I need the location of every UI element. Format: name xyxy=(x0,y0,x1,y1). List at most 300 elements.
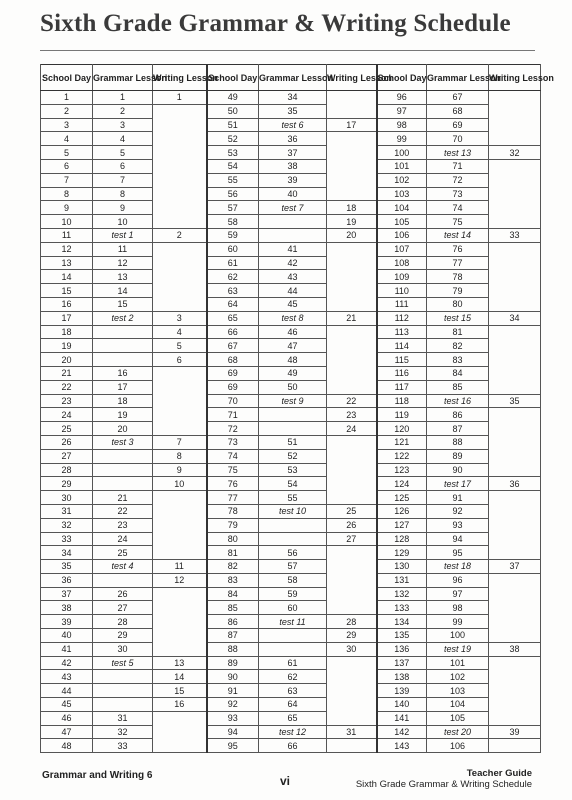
writing-lesson-cell xyxy=(153,104,207,118)
school-day-cell: 110 xyxy=(377,284,427,298)
school-day-cell: 90 xyxy=(207,670,259,684)
grammar-lesson-cell: 90 xyxy=(427,463,489,477)
school-day-cell: 84 xyxy=(207,587,259,601)
table-row xyxy=(41,297,541,311)
school-day-cell: 54 xyxy=(207,159,259,173)
school-day-cell: 82 xyxy=(207,560,259,574)
table-row xyxy=(41,215,541,229)
grammar-lesson-cell xyxy=(93,463,153,477)
school-day-cell: 132 xyxy=(377,587,427,601)
table-row xyxy=(41,91,541,105)
writing-lesson-cell: 14 xyxy=(153,670,207,684)
grammar-lesson-cell: 33 xyxy=(93,739,153,753)
school-day-cell: 121 xyxy=(377,435,427,449)
school-day-cell: 130 xyxy=(377,560,427,574)
school-day-cell: 118 xyxy=(377,394,427,408)
writing-lesson-cell xyxy=(489,422,541,436)
writing-lesson-cell xyxy=(327,739,377,753)
school-day-cell: 77 xyxy=(207,491,259,505)
header-school-day: School Day xyxy=(207,65,259,91)
writing-lesson-cell xyxy=(489,270,541,284)
school-day-cell: 123 xyxy=(377,463,427,477)
footer-book-title: Grammar and Writing 6 xyxy=(42,770,153,781)
grammar-lesson-cell: 103 xyxy=(427,684,489,698)
school-day-cell: 75 xyxy=(207,463,259,477)
writing-lesson-cell xyxy=(153,739,207,753)
table-row xyxy=(41,629,541,643)
grammar-lesson-cell: 5 xyxy=(93,146,153,160)
grammar-lesson-cell: test 16 xyxy=(427,394,489,408)
writing-lesson-cell xyxy=(153,270,207,284)
schedule-table xyxy=(40,64,554,753)
grammar-lesson-cell xyxy=(259,642,327,656)
grammar-lesson-cell: 43 xyxy=(259,270,327,284)
grammar-lesson-cell xyxy=(93,477,153,491)
school-day-cell: 7 xyxy=(41,173,93,187)
writing-lesson-cell xyxy=(327,353,377,367)
writing-lesson-cell xyxy=(327,187,377,201)
school-day-cell: 64 xyxy=(207,297,259,311)
school-day-cell: 85 xyxy=(207,601,259,615)
school-day-cell: 80 xyxy=(207,532,259,546)
school-day-cell: 134 xyxy=(377,615,427,629)
school-day-cell: 140 xyxy=(377,698,427,712)
writing-lesson-cell xyxy=(153,725,207,739)
grammar-lesson-cell: 12 xyxy=(93,256,153,270)
school-day-cell: 139 xyxy=(377,684,427,698)
writing-lesson-cell xyxy=(489,615,541,629)
grammar-lesson-cell: 39 xyxy=(259,173,327,187)
grammar-lesson-cell: test 4 xyxy=(93,560,153,574)
title-divider xyxy=(40,50,535,51)
school-day-cell: 68 xyxy=(207,353,259,367)
grammar-lesson-cell: 25 xyxy=(93,546,153,560)
school-day-cell: 78 xyxy=(207,504,259,518)
writing-lesson-cell xyxy=(327,256,377,270)
writing-lesson-cell xyxy=(489,201,541,215)
writing-lesson-cell: 8 xyxy=(153,449,207,463)
writing-lesson-cell xyxy=(153,601,207,615)
writing-lesson-cell: 16 xyxy=(153,698,207,712)
writing-lesson-cell: 33 xyxy=(489,228,541,242)
writing-lesson-cell xyxy=(153,132,207,146)
grammar-lesson-cell: 18 xyxy=(93,394,153,408)
writing-lesson-cell xyxy=(489,518,541,532)
grammar-lesson-cell xyxy=(259,532,327,546)
writing-lesson-cell xyxy=(327,435,377,449)
grammar-lesson-cell: 23 xyxy=(93,518,153,532)
school-day-cell: 100 xyxy=(377,146,427,160)
grammar-lesson-cell: 4 xyxy=(93,132,153,146)
grammar-lesson-cell: 49 xyxy=(259,366,327,380)
writing-lesson-cell xyxy=(327,284,377,298)
writing-lesson-cell xyxy=(153,587,207,601)
grammar-lesson-cell: test 17 xyxy=(427,477,489,491)
school-day-cell: 37 xyxy=(41,587,93,601)
grammar-lesson-cell: 27 xyxy=(93,601,153,615)
writing-lesson-cell xyxy=(153,146,207,160)
writing-lesson-cell: 6 xyxy=(153,353,207,367)
grammar-lesson-cell: 67 xyxy=(427,91,489,105)
writing-lesson-cell xyxy=(489,739,541,753)
writing-lesson-cell xyxy=(489,435,541,449)
writing-lesson-cell xyxy=(327,104,377,118)
school-day-cell: 9 xyxy=(41,201,93,215)
school-day-cell: 128 xyxy=(377,532,427,546)
school-day-cell: 63 xyxy=(207,284,259,298)
grammar-lesson-cell: 37 xyxy=(259,146,327,160)
writing-lesson-cell xyxy=(489,339,541,353)
writing-lesson-cell: 38 xyxy=(489,642,541,656)
grammar-lesson-cell: test 19 xyxy=(427,642,489,656)
table-row xyxy=(41,325,541,339)
writing-lesson-cell xyxy=(153,215,207,229)
writing-lesson-cell xyxy=(489,587,541,601)
school-day-cell: 129 xyxy=(377,546,427,560)
grammar-lesson-cell: 40 xyxy=(259,187,327,201)
writing-lesson-cell: 25 xyxy=(327,504,377,518)
table-row xyxy=(41,118,541,132)
school-day-cell: 15 xyxy=(41,284,93,298)
grammar-lesson-cell xyxy=(93,449,153,463)
writing-lesson-cell xyxy=(327,587,377,601)
table-row xyxy=(41,104,541,118)
school-day-cell: 101 xyxy=(377,159,427,173)
writing-lesson-cell: 5 xyxy=(153,339,207,353)
school-day-cell: 2 xyxy=(41,104,93,118)
school-day-cell: 41 xyxy=(41,642,93,656)
writing-lesson-cell xyxy=(327,491,377,505)
school-day-cell: 32 xyxy=(41,518,93,532)
table-row xyxy=(41,725,541,739)
grammar-lesson-cell: 74 xyxy=(427,201,489,215)
writing-lesson-cell: 10 xyxy=(153,477,207,491)
table-row xyxy=(41,449,541,463)
grammar-lesson-cell: 30 xyxy=(93,642,153,656)
school-day-cell: 108 xyxy=(377,256,427,270)
school-day-cell: 66 xyxy=(207,325,259,339)
school-day-cell: 4 xyxy=(41,132,93,146)
table-row xyxy=(41,353,541,367)
writing-lesson-cell xyxy=(153,284,207,298)
writing-lesson-cell xyxy=(489,380,541,394)
school-day-cell: 104 xyxy=(377,201,427,215)
table-row xyxy=(41,435,541,449)
grammar-lesson-cell xyxy=(93,684,153,698)
grammar-lesson-cell: 77 xyxy=(427,256,489,270)
grammar-lesson-cell: 51 xyxy=(259,435,327,449)
school-day-cell: 114 xyxy=(377,339,427,353)
writing-lesson-cell xyxy=(489,408,541,422)
grammar-lesson-cell: 29 xyxy=(93,629,153,643)
school-day-cell: 115 xyxy=(377,353,427,367)
school-day-cell: 136 xyxy=(377,642,427,656)
table-row xyxy=(41,684,541,698)
writing-lesson-cell: 37 xyxy=(489,560,541,574)
writing-lesson-cell xyxy=(327,297,377,311)
writing-lesson-cell xyxy=(327,670,377,684)
school-day-cell: 52 xyxy=(207,132,259,146)
school-day-cell: 59 xyxy=(207,228,259,242)
grammar-lesson-cell: 20 xyxy=(93,422,153,436)
grammar-lesson-cell: 87 xyxy=(427,422,489,436)
school-day-cell: 76 xyxy=(207,477,259,491)
grammar-lesson-cell: 81 xyxy=(427,325,489,339)
table-row xyxy=(41,615,541,629)
grammar-lesson-cell: 3 xyxy=(93,118,153,132)
writing-lesson-cell xyxy=(327,463,377,477)
writing-lesson-cell xyxy=(153,546,207,560)
grammar-lesson-cell: 97 xyxy=(427,587,489,601)
school-day-cell: 69 xyxy=(207,366,259,380)
grammar-lesson-cell: 69 xyxy=(427,118,489,132)
school-day-cell: 95 xyxy=(207,739,259,753)
grammar-lesson-cell: test 13 xyxy=(427,146,489,160)
school-day-cell: 122 xyxy=(377,449,427,463)
grammar-lesson-cell: 65 xyxy=(259,711,327,725)
school-day-cell: 67 xyxy=(207,339,259,353)
writing-lesson-cell xyxy=(489,491,541,505)
school-day-cell: 99 xyxy=(377,132,427,146)
school-day-cell: 53 xyxy=(207,146,259,160)
grammar-lesson-cell: 59 xyxy=(259,587,327,601)
school-day-cell: 92 xyxy=(207,698,259,712)
writing-lesson-cell xyxy=(327,339,377,353)
grammar-lesson-cell: 52 xyxy=(259,449,327,463)
school-day-cell: 26 xyxy=(41,435,93,449)
school-day-cell: 126 xyxy=(377,504,427,518)
writing-lesson-cell: 31 xyxy=(327,725,377,739)
grammar-lesson-cell: 9 xyxy=(93,201,153,215)
school-day-cell: 143 xyxy=(377,739,427,753)
school-day-cell: 98 xyxy=(377,118,427,132)
writing-lesson-cell xyxy=(489,670,541,684)
writing-lesson-cell xyxy=(153,504,207,518)
grammar-lesson-cell: 79 xyxy=(427,284,489,298)
school-day-cell: 36 xyxy=(41,573,93,587)
school-day-cell: 102 xyxy=(377,173,427,187)
writing-lesson-cell xyxy=(489,118,541,132)
table-row xyxy=(41,587,541,601)
table-row xyxy=(41,242,541,256)
grammar-lesson-cell: 106 xyxy=(427,739,489,753)
school-day-cell: 47 xyxy=(41,725,93,739)
school-day-cell: 119 xyxy=(377,408,427,422)
grammar-lesson-cell xyxy=(93,339,153,353)
grammar-lesson-cell: test 12 xyxy=(259,725,327,739)
grammar-lesson-cell: 7 xyxy=(93,173,153,187)
grammar-lesson-cell: 64 xyxy=(259,698,327,712)
school-day-cell: 120 xyxy=(377,422,427,436)
school-day-cell: 58 xyxy=(207,215,259,229)
table-row xyxy=(41,670,541,684)
grammar-lesson-cell: 66 xyxy=(259,739,327,753)
grammar-lesson-cell: 35 xyxy=(259,104,327,118)
writing-lesson-cell xyxy=(153,615,207,629)
school-day-cell: 55 xyxy=(207,173,259,187)
grammar-lesson-cell: 28 xyxy=(93,615,153,629)
school-day-cell: 94 xyxy=(207,725,259,739)
school-day-cell: 97 xyxy=(377,104,427,118)
writing-lesson-cell xyxy=(153,242,207,256)
school-day-cell: 70 xyxy=(207,394,259,408)
school-day-cell: 8 xyxy=(41,187,93,201)
writing-lesson-cell xyxy=(327,656,377,670)
table-row xyxy=(41,173,541,187)
writing-lesson-cell: 26 xyxy=(327,518,377,532)
school-day-cell: 23 xyxy=(41,394,93,408)
school-day-cell: 30 xyxy=(41,491,93,505)
school-day-cell: 27 xyxy=(41,449,93,463)
header-row xyxy=(41,65,541,91)
writing-lesson-cell xyxy=(153,629,207,643)
school-day-cell: 109 xyxy=(377,270,427,284)
writing-lesson-cell xyxy=(489,173,541,187)
writing-lesson-cell xyxy=(327,173,377,187)
school-day-cell: 3 xyxy=(41,118,93,132)
writing-lesson-cell: 12 xyxy=(153,573,207,587)
grammar-lesson-cell: 54 xyxy=(259,477,327,491)
grammar-lesson-cell: 42 xyxy=(259,256,327,270)
grammar-lesson-cell: 62 xyxy=(259,670,327,684)
school-day-cell: 88 xyxy=(207,642,259,656)
grammar-lesson-cell: 50 xyxy=(259,380,327,394)
grammar-lesson-cell: 96 xyxy=(427,573,489,587)
grammar-lesson-cell: 101 xyxy=(427,656,489,670)
writing-lesson-cell xyxy=(489,711,541,725)
grammar-lesson-cell: 15 xyxy=(93,297,153,311)
school-day-cell: 35 xyxy=(41,560,93,574)
school-day-cell: 39 xyxy=(41,615,93,629)
school-day-cell: 40 xyxy=(41,629,93,643)
school-day-cell: 137 xyxy=(377,656,427,670)
grammar-lesson-cell: 58 xyxy=(259,573,327,587)
grammar-lesson-cell xyxy=(93,325,153,339)
school-day-cell: 22 xyxy=(41,380,93,394)
writing-lesson-cell: 21 xyxy=(327,311,377,325)
table-row xyxy=(41,463,541,477)
grammar-lesson-cell: 85 xyxy=(427,380,489,394)
writing-lesson-cell: 15 xyxy=(153,684,207,698)
writing-lesson-cell xyxy=(489,284,541,298)
grammar-lesson-cell: 75 xyxy=(427,215,489,229)
grammar-lesson-cell: test 2 xyxy=(93,311,153,325)
grammar-lesson-cell: 19 xyxy=(93,408,153,422)
school-day-cell: 125 xyxy=(377,491,427,505)
writing-lesson-cell xyxy=(153,518,207,532)
grammar-lesson-cell: 105 xyxy=(427,711,489,725)
grammar-lesson-cell: 102 xyxy=(427,670,489,684)
header-grammar-lesson: Grammar Lesson xyxy=(93,65,153,91)
writing-lesson-cell xyxy=(327,449,377,463)
writing-lesson-cell xyxy=(153,422,207,436)
grammar-lesson-cell: test 8 xyxy=(259,311,327,325)
writing-lesson-cell: 4 xyxy=(153,325,207,339)
grammar-lesson-cell: test 3 xyxy=(93,435,153,449)
school-day-cell: 13 xyxy=(41,256,93,270)
grammar-lesson-cell: 88 xyxy=(427,435,489,449)
school-day-cell: 83 xyxy=(207,573,259,587)
grammar-lesson-cell: 21 xyxy=(93,491,153,505)
grammar-lesson-cell: 16 xyxy=(93,366,153,380)
schedule-body xyxy=(41,91,541,753)
table-row xyxy=(41,366,541,380)
school-day-cell: 50 xyxy=(207,104,259,118)
writing-lesson-cell: 34 xyxy=(489,311,541,325)
table-row xyxy=(41,284,541,298)
grammar-lesson-cell: test 7 xyxy=(259,201,327,215)
writing-lesson-cell xyxy=(489,297,541,311)
table-row xyxy=(41,380,541,394)
school-day-cell: 29 xyxy=(41,477,93,491)
grammar-lesson-cell: 38 xyxy=(259,159,327,173)
writing-lesson-cell xyxy=(327,242,377,256)
table-row xyxy=(41,504,541,518)
writing-lesson-cell xyxy=(327,711,377,725)
writing-lesson-cell: 24 xyxy=(327,422,377,436)
grammar-lesson-cell: 99 xyxy=(427,615,489,629)
grammar-lesson-cell xyxy=(259,228,327,242)
school-day-cell: 105 xyxy=(377,215,427,229)
writing-lesson-cell xyxy=(489,187,541,201)
writing-lesson-cell xyxy=(327,684,377,698)
school-day-cell: 28 xyxy=(41,463,93,477)
writing-lesson-cell xyxy=(327,366,377,380)
table-row xyxy=(41,256,541,270)
writing-lesson-cell xyxy=(489,463,541,477)
writing-lesson-cell: 23 xyxy=(327,408,377,422)
table-row xyxy=(41,560,541,574)
writing-lesson-cell: 30 xyxy=(327,642,377,656)
grammar-lesson-cell xyxy=(93,353,153,367)
grammar-lesson-cell: 100 xyxy=(427,629,489,643)
table-row xyxy=(41,739,541,753)
writing-lesson-cell xyxy=(489,215,541,229)
grammar-lesson-cell: 86 xyxy=(427,408,489,422)
grammar-lesson-cell: 89 xyxy=(427,449,489,463)
grammar-lesson-cell: 46 xyxy=(259,325,327,339)
writing-lesson-cell xyxy=(153,187,207,201)
grammar-lesson-cell: 2 xyxy=(93,104,153,118)
school-day-cell: 24 xyxy=(41,408,93,422)
grammar-lesson-cell: 92 xyxy=(427,504,489,518)
grammar-lesson-cell: 72 xyxy=(427,173,489,187)
grammar-lesson-cell: 76 xyxy=(427,242,489,256)
table-row xyxy=(41,491,541,505)
table-row xyxy=(41,711,541,725)
table-row xyxy=(41,477,541,491)
writing-lesson-cell: 11 xyxy=(153,560,207,574)
school-day-cell: 72 xyxy=(207,422,259,436)
school-day-cell: 133 xyxy=(377,601,427,615)
table-row xyxy=(41,642,541,656)
grammar-lesson-cell: 31 xyxy=(93,711,153,725)
writing-lesson-cell xyxy=(153,159,207,173)
school-day-cell: 1 xyxy=(41,91,93,105)
school-day-cell: 51 xyxy=(207,118,259,132)
grammar-lesson-cell: 60 xyxy=(259,601,327,615)
table-row xyxy=(41,422,541,436)
writing-lesson-cell: 27 xyxy=(327,532,377,546)
writing-lesson-cell xyxy=(327,270,377,284)
grammar-lesson-cell: test 18 xyxy=(427,560,489,574)
writing-lesson-cell: 35 xyxy=(489,394,541,408)
table-row xyxy=(41,159,541,173)
school-day-cell: 17 xyxy=(41,311,93,325)
school-day-cell: 38 xyxy=(41,601,93,615)
writing-lesson-cell xyxy=(327,601,377,615)
writing-lesson-cell: 19 xyxy=(327,215,377,229)
